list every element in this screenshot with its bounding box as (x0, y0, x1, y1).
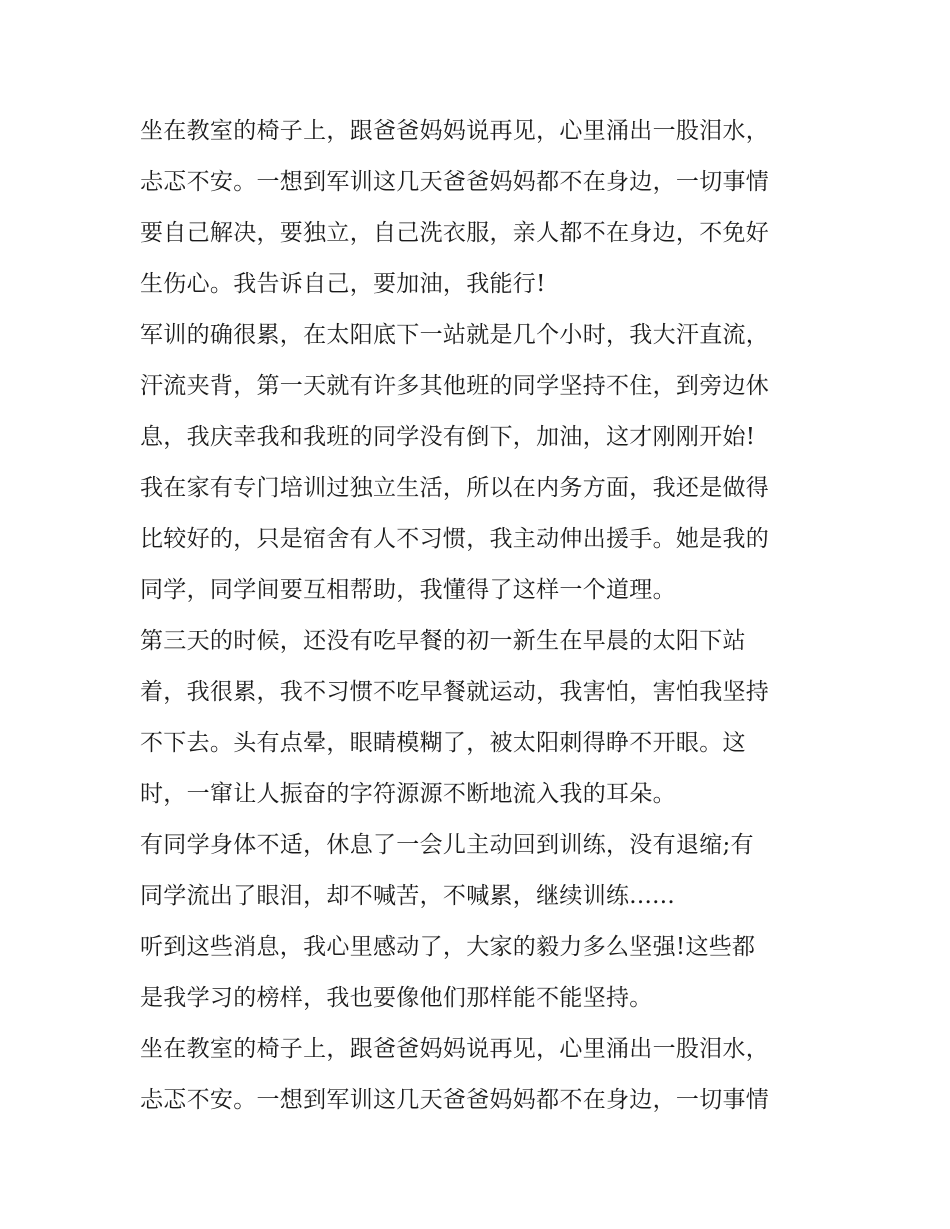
text-line: 有同学身体不适，休息了一会儿主动回到训练，没有退缩;有 (140, 832, 754, 858)
text-line: 息，我庆幸我和我班的同学没有倒下，加油，这才刚刚开始! (140, 424, 756, 450)
document-body (140, 108, 820, 1128)
text-line: 不下去。头有点晕，眼睛模糊了，被太阳刺得睁不开眼。这 (140, 730, 746, 756)
text-line: 我在家有专门培训过独立生活，所以在内务方面，我还是做得 (140, 475, 770, 501)
text-line: 着，我很累，我不习惯不吃早餐就运动，我害怕，害怕我坚持 (140, 679, 770, 705)
text-line: 忐忑不安。一想到军训这几天爸爸妈妈都不在身边，一切事情 (140, 1087, 770, 1113)
text-line: 第三天的时候，还没有吃早餐的初一新生在早晨的太阳下站 (140, 628, 746, 654)
text-line: 忐忑不安。一想到军训这几天爸爸妈妈都不在身边，一切事情 (140, 169, 770, 195)
text-line: 坐在教室的椅子上，跟爸爸妈妈说再见，心里涌出一股泪水， (140, 118, 770, 144)
text-line: 比较好的，只是宿舍有人不习惯，我主动伸出援手。她是我的 (140, 526, 770, 552)
text-line: 时，一窜让人振奋的字符源源不断地流入我的耳朵。 (140, 781, 676, 807)
text-line: 要自己解决，要独立，自己洗衣服，亲人都不在身边，不免好 (140, 220, 770, 246)
text-line: 生伤心。我告诉自己，要加油，我能行! (140, 271, 546, 297)
text-line: 同学流出了眼泪，却不喊苦，不喊累，继续训练...... (140, 883, 675, 909)
text-line: 听到这些消息，我心里感动了，大家的毅力多么坚强!这些都 (140, 934, 756, 960)
text-line: 汗流夹背，第一天就有许多其他班的同学坚持不住，到旁边休 (140, 373, 770, 399)
text-line: 同学，同学间要互相帮助，我懂得了这样一个道理。 (140, 577, 676, 603)
text-line: 坐在教室的椅子上，跟爸爸妈妈说再见，心里涌出一股泪水， (140, 1036, 770, 1062)
text-line: 是我学习的榜样，我也要像他们那样能不能坚持。 (140, 985, 653, 1011)
text-line: 军训的确很累，在太阳底下一站就是几个小时，我大汗直流， (140, 322, 770, 348)
